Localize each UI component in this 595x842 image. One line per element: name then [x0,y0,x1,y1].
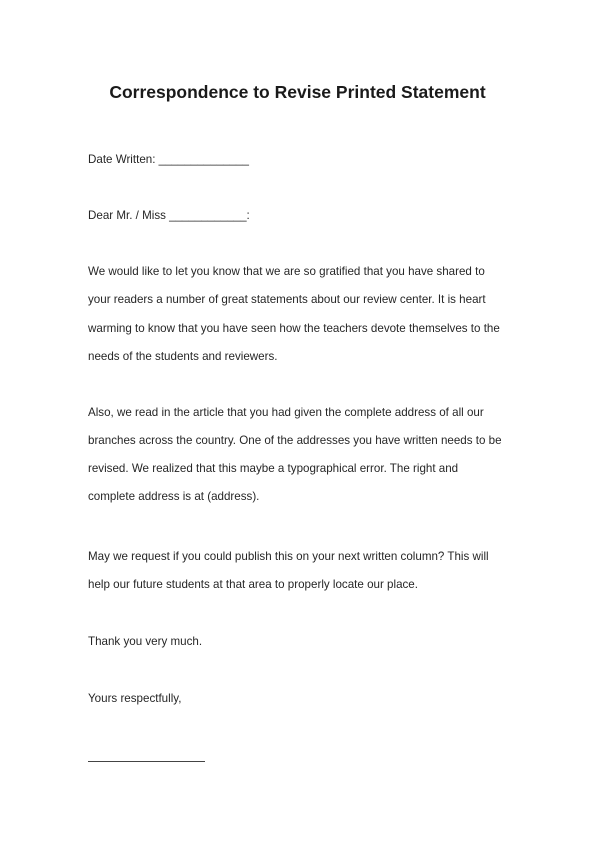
signature-line [88,761,205,762]
date-written-line: Date Written: ______________ [88,153,249,166]
paragraph-2-line-1: Also, we read in the article that you had given the complete address of all our [88,406,484,419]
paragraph-2-line-4: complete address is at (address). [88,490,260,503]
paragraph-3-line-1: May we request if you could publish this on your next written column? This will [88,550,489,563]
paragraph-1-line-2: your readers a number of great statements about our review center. It is heart [88,293,486,306]
paragraph-2-line-2: branches across the country. One of the addresses you have written needs to be [88,434,502,447]
paragraph-1-line-1: We would like to let you know that we are so gratified that you have shared to [88,265,485,278]
paragraph-3-line-2: help our future students at that area to properly locate our place. [88,578,418,591]
salutation: Dear Mr. / Miss ____________: [88,209,250,222]
paragraph-1-line-4: needs of the students and reviewers. [88,350,278,363]
document-title: Correspondence to Revise Printed Statement [109,82,486,102]
paragraph-2-line-3: revised. We realized that this maybe a typographical error. The right and [88,462,459,475]
thank-you-line: Thank you very much. [88,635,203,648]
paragraph-1-line-3: warming to know that you have seen how the teachers devote themselves to the [88,322,500,335]
closing-line: Yours respectfully, [88,692,182,705]
